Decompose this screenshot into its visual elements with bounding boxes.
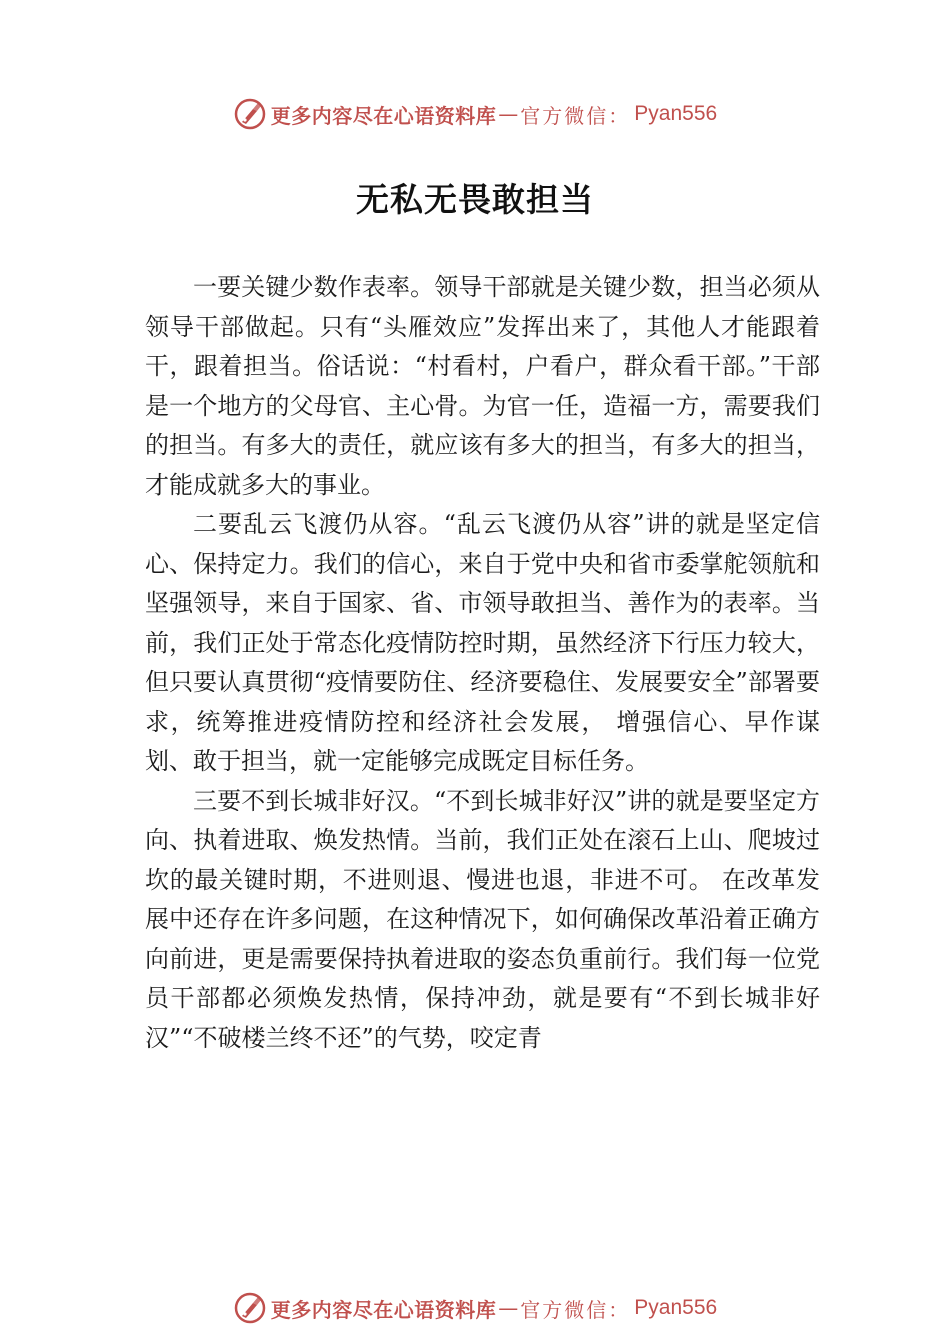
paragraph-1: 一要关键少数作表率。领导干部就是关键少数，担当必须从领导干部做起。只有“头雁效应”发挥出来了，其他人才能跟着干，跟着担当。俗话说：“村看村，户看户，群众看干部。”干部是一个地方的父母官、主心骨。为官一任，造福一方，需要我们的担当。有多大的责任，就应该有多大的担当，有多大的担当，才能成就多大的事业。 (145, 273, 820, 499)
banner-wechat-account: Pyan556 (634, 102, 718, 125)
pen-nib-logo-icon (233, 97, 267, 131)
document-title: 无私无畏敢担当 (356, 180, 594, 219)
header-banner (0, 94, 950, 134)
pen-nib-logo-icon (233, 1291, 267, 1325)
paragraph-3: 三要不到长城非好汉。“不到长城非好汉”讲的就是要坚定方向、执着进取、焕发热情。当前，我们正处在滚石上山、爬坡过坎的最关键时期，不进则退、慢进也退，非进不可。 在改革发展中还存在许多问题，在这种情况下，如何确保改革沿着正确方向前进，更是需要保持执着进取的姿态负重前行。我们每一位党员干部都必须焕发热情，保持冲劲，就是要有“不到长城非好汉”“不破楼兰终不还”的气势，咬定青 (145, 786, 820, 1052)
banner-promo-text: 更多内容尽在心语资料库 (270, 1297, 497, 1322)
banner-wechat-label: 官方微信： (520, 1297, 631, 1322)
banner-separator: — (498, 1296, 519, 1320)
paragraph-2: 二要乱云飞渡仍从容。“乱云飞渡仍从容”讲的就是坚定信心、保持定力。我们的信心，来自于党中央和省市委掌舵领航和坚强领导，来自于国家、省、市领导敢担当、善作为的表率。当前，我们正处于常态化疫情防控时期，虽然经济下行压力较大，但只要认真贯彻“疫情要防住、经济要稳住、发展要安全”部署要求，统筹推进疫情防控和经济社会发展， 增强信心、早作谋划、敢于担当，就一定能够完成既定目标任务。 (145, 510, 820, 775)
banner-promo-text: 更多内容尽在心语资料库 (270, 103, 497, 128)
banner-wechat-account: Pyan556 (634, 1296, 718, 1319)
banner-separator: — (498, 102, 519, 126)
document-body (145, 268, 820, 1058)
banner-wechat-label: 官方微信： (520, 103, 631, 128)
footer-banner (0, 1288, 950, 1328)
